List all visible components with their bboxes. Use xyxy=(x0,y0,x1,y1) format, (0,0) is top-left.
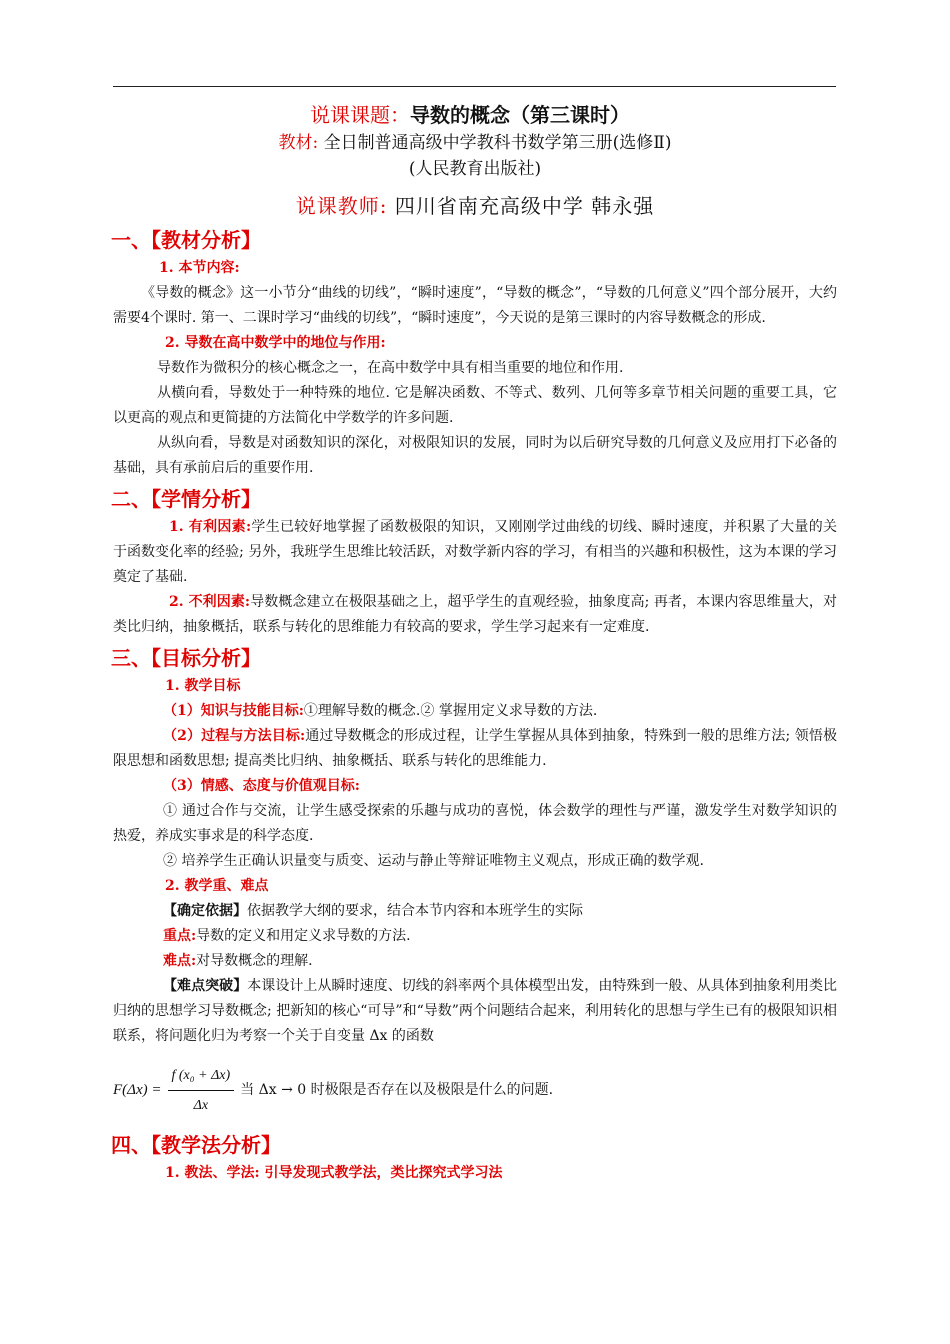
subheading-goals: 1. 教学目标 xyxy=(165,678,241,694)
lesson-title xyxy=(103,100,837,130)
subheading-keypoints: 2. 教学重、难点 xyxy=(165,878,269,894)
key-text: 导数的定义和用定义求导数的方法. xyxy=(196,928,411,944)
goal-knowledge-label: （1）知识与技能目标: xyxy=(163,703,304,719)
paragraph: 导数作为微积分的核心概念之一，在高中数学中具有相当重要的地位和作用. xyxy=(157,360,624,376)
paragraph-favorable xyxy=(113,515,837,590)
title-text: 导数的概念（第三课时） xyxy=(410,103,630,127)
textbook-text: 全日制普通高级中学教科书数学第三册(选修Ⅱ) xyxy=(323,133,672,153)
teacher-line xyxy=(113,190,837,222)
formula-tail: 当 Δx → 0 时极限是否存在以及极限是什么的问题. xyxy=(240,1081,554,1098)
paragraph: 《导数的概念》这一小节分“曲线的切线”，“瞬时速度”，“导数的概念”，“导数的几何意义”四个部分展开，大约需要4个课时. 第一、二课时学习“曲线的切线”，“瞬时速度”，今天说的是第三课时的内容导数概念的形成. xyxy=(113,285,837,326)
goal-knowledge-text: ①理解导数的概念.② 掌握用定义求导数的方法. xyxy=(303,703,598,719)
basis-label: 【确定依据】 xyxy=(163,903,247,919)
breakthrough-text: 本课设计上从瞬时速度、切线的斜率两个具体模型出发，由特殊到一般、从具体到抽象利用类比归纳的思想学习导数概念; 把新知的核心“可导”和“导数”两个问题结合起来，利用转化的思想与学生已有的极限知识相联系，将问题化归为考察一个关于自变量 Δx 的函数 xyxy=(113,978,838,1044)
section-heading-3: 三、【目标分析】 xyxy=(111,646,261,670)
goal-process-text: 通过导数概念的形成过程，让学生掌握从具体到抽象，特殊到一般的思维方法; 领悟极限思想和函数思想; 提高类比归纳、抽象概括、联系与转化的思维能力. xyxy=(113,728,837,769)
paragraph: ② 培养学生正确认识量变与质变、运动与静止等辩证唯物主义观点，形成正确的数学观. xyxy=(163,853,704,869)
subheading-content: 1. 本节内容: xyxy=(159,260,240,276)
unfavorable-label: 2. 不利因素: xyxy=(169,594,251,610)
goal-process-label: （2）过程与方法目标: xyxy=(163,728,306,744)
paragraph: 从横向看，导数处于一种特殊的地位. 它是解决函数、不等式、数列、几何等多章节相关问题的重要工具，它以更高的观点和更简捷的方法简化中学数学的许多问题. xyxy=(113,385,837,426)
basis-line xyxy=(113,899,837,924)
document-page xyxy=(113,100,837,1186)
formula-numerator: f (x₀ + Δx) xyxy=(168,1063,235,1091)
formula-line xyxy=(113,1063,837,1117)
section-heading-1: 一、【教材分析】 xyxy=(111,228,261,252)
formula-denominator: Δx xyxy=(193,1097,209,1113)
paragraph-unfavorable xyxy=(113,590,837,640)
key-label: 重点: xyxy=(163,928,197,944)
basis-text: 依据教学大纲的要求，结合本节内容和本班学生的实际 xyxy=(247,903,583,919)
textbook-label: 教材: xyxy=(278,133,319,153)
difficulty-line xyxy=(113,949,837,974)
goal-process xyxy=(113,724,837,774)
difficulty-label: 难点: xyxy=(163,953,197,969)
favorable-text: 学生已较好地掌握了函数极限的知识，又刚刚学过曲线的切线、瞬时速度，并积累了大量的关于函数变化率的经验; 另外，我班学生思维比较活跃，对数学新内容的学习，有相当的兴趣和积极性，这为本课的学习奠定了基础. xyxy=(113,519,837,585)
paragraph: 从纵向看，导数是对函数知识的深化，对极限知识的发展，同时为以后研究导数的几何意义及应用打下必备的基础，具有承前启后的重要作用. xyxy=(113,435,837,476)
formula-fraction xyxy=(168,1063,235,1118)
favorable-label: 1. 有利因素: xyxy=(169,519,252,535)
teacher-text: 四川省南充高级中学 韩永强 xyxy=(394,194,655,218)
key-line xyxy=(113,924,837,949)
goal-knowledge xyxy=(113,699,837,724)
section-heading-2: 二、【学情分析】 xyxy=(111,487,261,511)
top-rule xyxy=(113,86,836,87)
unfavorable-text: 导数概念建立在极限基础之上，超乎学生的直观经验，抽象度高; 再者，本课内容思维量大，对类比归纳，抽象概括，联系与转化的思维能力有较高的要求，学生学习起来有一定难度. xyxy=(113,594,837,635)
section-heading-4: 四、【教学法分析】 xyxy=(111,1133,281,1157)
subheading-methods: 1. 教法、学法: 引导发现式教学法，类比探究式学习法 xyxy=(165,1165,503,1181)
breakthrough-paragraph xyxy=(113,974,837,1049)
difficulty-text: 对导数概念的理解. xyxy=(196,953,313,969)
title-label: 说课课题： xyxy=(310,103,410,127)
paragraph: ① 通过合作与交流，让学生感受探索的乐趣与成功的喜悦，体会数学的理性与严谨，激发学生对数学知识的热爱，养成实事求是的科学态度. xyxy=(113,803,837,844)
formula-lhs: F(Δx) = xyxy=(113,1081,162,1098)
teacher-label: 说课教师: xyxy=(295,194,388,218)
goal-emotion-label: （3）情感、态度与价值观目标: xyxy=(163,778,360,794)
textbook-line xyxy=(113,130,837,156)
publisher-line: (人民教育出版社) xyxy=(408,159,542,179)
breakthrough-label: 【难点突破】 xyxy=(163,978,248,994)
subheading-role: 2. 导数在高中数学中的地位与作用: xyxy=(165,335,386,351)
